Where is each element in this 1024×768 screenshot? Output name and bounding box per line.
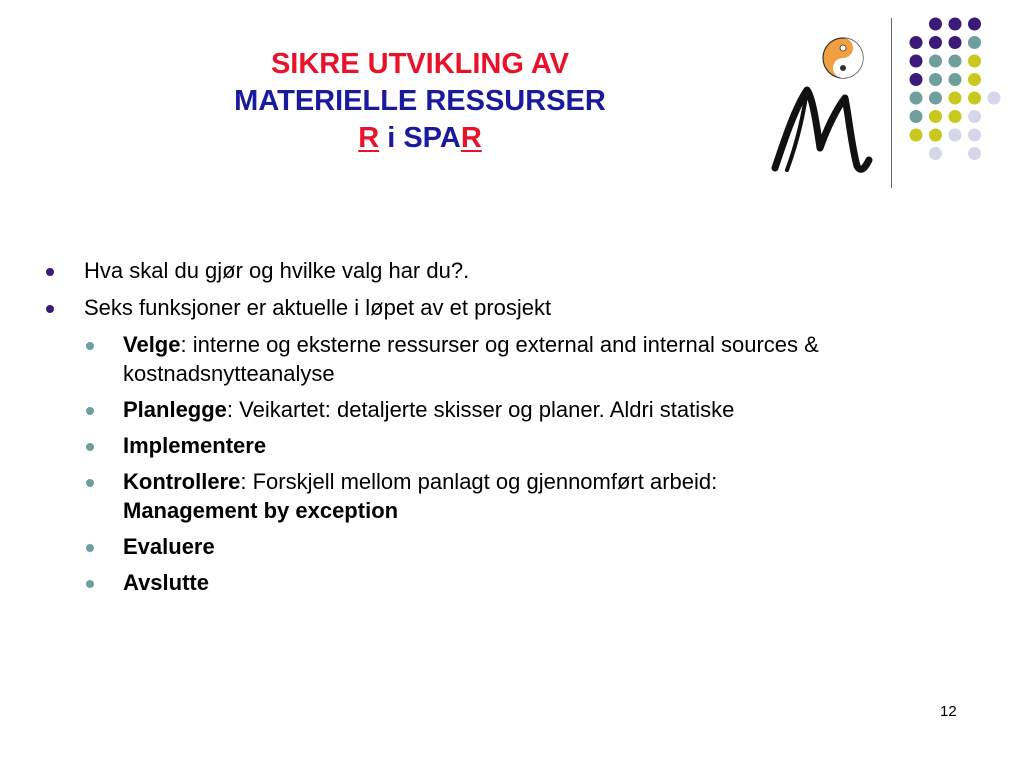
decor-dot [910,36,923,49]
decor-dot [968,129,981,142]
sub-bullet-bold: Velge [123,332,181,357]
decor-dot [949,36,962,49]
sub-bullet-evaluere [40,532,860,561]
sub-bullet-text: : interne og eksterne ressurser og external and internal sources & kostnadsnytteanalyse [123,332,819,386]
decor-dot [929,147,942,160]
decor-dot [929,73,942,86]
sub-bullet-bold: Kontrollere [123,469,241,494]
decor-dot [910,55,923,68]
title-line-1: SIKRE UTVIKLING AV [270,48,570,80]
sub-bullet-bold: Implementere [123,433,267,458]
decor-dot [929,110,942,123]
decor-dot [949,55,962,68]
bullet-text: Seks funksjoner er aktuelle i løpet av et prosjekt [84,295,552,320]
decor-dot [949,110,962,123]
decor-dot [968,110,981,123]
sub-bullet-text: : Veikartet: detaljerte skisser og planer. Aldri statiske [226,397,735,422]
sub-bullet-dot-icon [86,544,94,552]
title-i-spa: i SPA [379,122,461,154]
decor-dot [968,73,981,86]
decor-dot [968,36,981,49]
bullet-dot-icon [46,268,54,276]
decor-dot [910,110,923,123]
decor-dot [929,18,942,31]
dot-grid-icon [900,10,1010,170]
sub-bullet-avslutte [40,568,860,597]
bullet-item [40,293,860,322]
sub-bullet-bold: Evaluere [123,534,215,559]
decor-dot [968,147,981,160]
decor-dot [949,129,962,142]
sub-bullet-bold: Planlegge [123,397,227,422]
bullet-item [40,256,860,285]
slide-body [40,256,860,604]
decor-dot [929,55,942,68]
sub-bullet-dot-icon [86,342,94,350]
decor-dot [929,92,942,105]
decor-dot [929,36,942,49]
decor-dot [968,55,981,68]
sub-bullet-planlegge [40,395,860,424]
decor-dot [968,18,981,31]
decor-dot [910,129,923,142]
yin-yang-m-logo-icon [765,28,885,178]
sub-bullet-dot-icon [86,407,94,415]
sub-bullet-dot-icon [86,443,94,451]
bullet-dot-icon [46,305,54,313]
decor-dot [949,18,962,31]
title-line-3 [150,120,690,157]
slide-title [150,46,690,157]
sub-bullet-text: : Forskjell mellom panlagt og gjennomført arbeid: [240,469,718,494]
sub-bullet-bold-extra: Management by exception [123,498,399,523]
title-r-letter: R [358,122,380,154]
title-r-letter-end: R [460,122,482,154]
sub-bullet-velge [40,330,860,388]
page-number: 12 [940,703,957,720]
bullet-text: Hva skal du gjør og hvilke valg har du?. [84,258,470,283]
decor-dot [949,73,962,86]
title-line-2: MATERIELLE RESSURSER [234,85,606,117]
decor-dot [910,92,923,105]
sub-bullet-kontrollere [40,467,860,525]
sub-bullet-dot-icon [86,479,94,487]
decor-dot [949,92,962,105]
divider-line [891,18,892,188]
sub-bullet-bold: Avslutte [123,570,209,595]
decor-dot [929,129,942,142]
decor-dot [988,92,1001,105]
decor-dot [968,92,981,105]
decor-dot [910,73,923,86]
sub-bullet-implementere [40,431,860,460]
sub-bullet-dot-icon [86,580,94,588]
